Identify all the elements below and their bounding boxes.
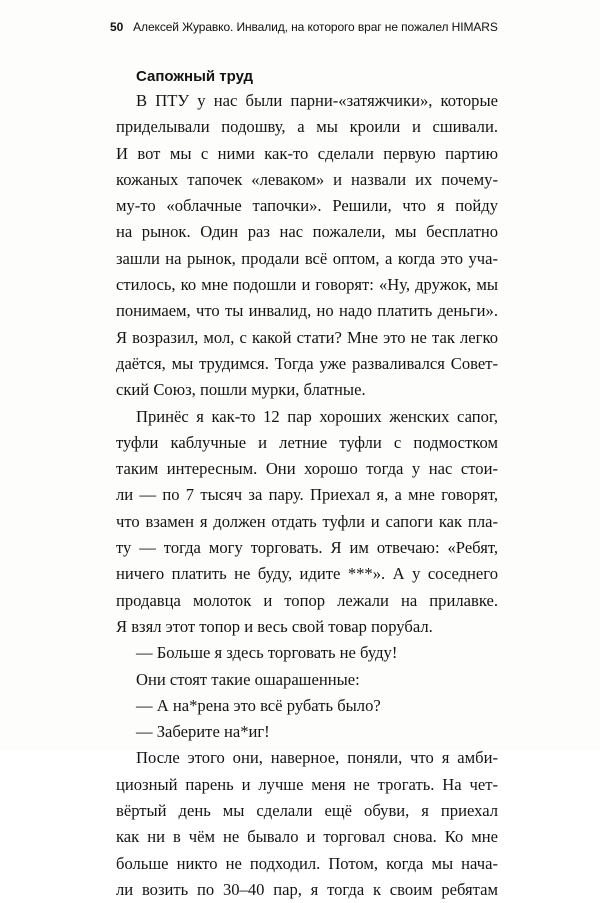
text-line: Я взял этот топор и весь свой товар порубал. — [116, 616, 433, 636]
text-line: — А на*рена это всё рубать было? — [136, 695, 381, 715]
running-title: Алексей Журавко. Инвалид, на которого враг не пожалел HIMARS — [133, 20, 498, 34]
text-line: туфли каблучные и летние туфли с подмостком — [116, 432, 498, 452]
text-line: кожаных тапочек «леваком» и назвали их почему- — [116, 169, 498, 189]
text-line: даётся, мы трудимся. Тогда уже разваливался Совет- — [116, 353, 498, 373]
section-title: Сапожный труд — [136, 68, 254, 85]
text-line: как ни в чём не бывало и торговал снова. Ко мне — [116, 827, 498, 847]
text-line: ли — по 7 тысяч за пару. Приехал я, а мне говорят, — [116, 485, 498, 505]
text-line: больше никто не подходил. Потом, когда мы нача- — [116, 853, 498, 873]
text-line: приделывали подошву, а мы кроили и сшивали. — [116, 117, 498, 137]
text-line: В ПТУ у нас были парни-«затяжчики», которые — [136, 91, 498, 110]
text-line: ский Союз, пошли мурки, блатные. — [116, 380, 366, 400]
text-line: — Больше я здесь торговать не буду! — [136, 643, 398, 663]
text-line: Я возразил, мол, с какой стати? Мне это не так легко — [116, 327, 498, 347]
text-line: му-то «облачные тапочки». Решили, что я пойду — [116, 196, 498, 216]
text-line: Принёс я как-то 12 пар хороших женских сапог, — [136, 406, 498, 426]
text-line: — Заберите на*иг! — [136, 722, 270, 742]
text-line: И вот мы с ними как-то сделали первую партию — [116, 143, 498, 163]
text-line: циозный парень и лучше меня не трогать. На чет- — [116, 774, 498, 794]
page-number: 50 — [110, 20, 124, 34]
text-line: на рынок. Один раз нас пожалели, мы бесплатно — [116, 222, 498, 242]
text-line: ничего платить не буду, идите ***». А у соседнего — [116, 564, 498, 584]
text-line: зашли на рынок, продали всё оптом, а когда это уча- — [116, 248, 498, 268]
text-line: Они стоят такие ошарашенные: — [136, 669, 360, 689]
text-line: ту — тогда могу торговать. Я им отвечаю: «Ребят, — [116, 538, 498, 558]
text-line: что взамен я должен отдать туфли и сапоги как пла- — [116, 511, 498, 531]
body-text — [116, 66, 498, 903]
text-line: таким интересным. Они хорошо тогда у нас стои- — [116, 459, 498, 479]
text-line: понимаем, что ты инвалид, но надо платить деньги». — [116, 301, 498, 321]
text-line: вёртый день мы сделали ещё обуви, я приехал — [116, 801, 498, 821]
running-head — [110, 20, 530, 34]
text-line: ли возить по 30–40 пар, я тогда к своим ребятам — [116, 879, 498, 899]
text-line: После этого они, наверное, поняли, что я амби- — [136, 748, 498, 768]
text-line: продавца молоток и топор лежали на прилавке. — [116, 590, 498, 610]
text-line: стилось, ко мне подошли и говорят: «Ну, дружок, мы — [116, 275, 498, 295]
